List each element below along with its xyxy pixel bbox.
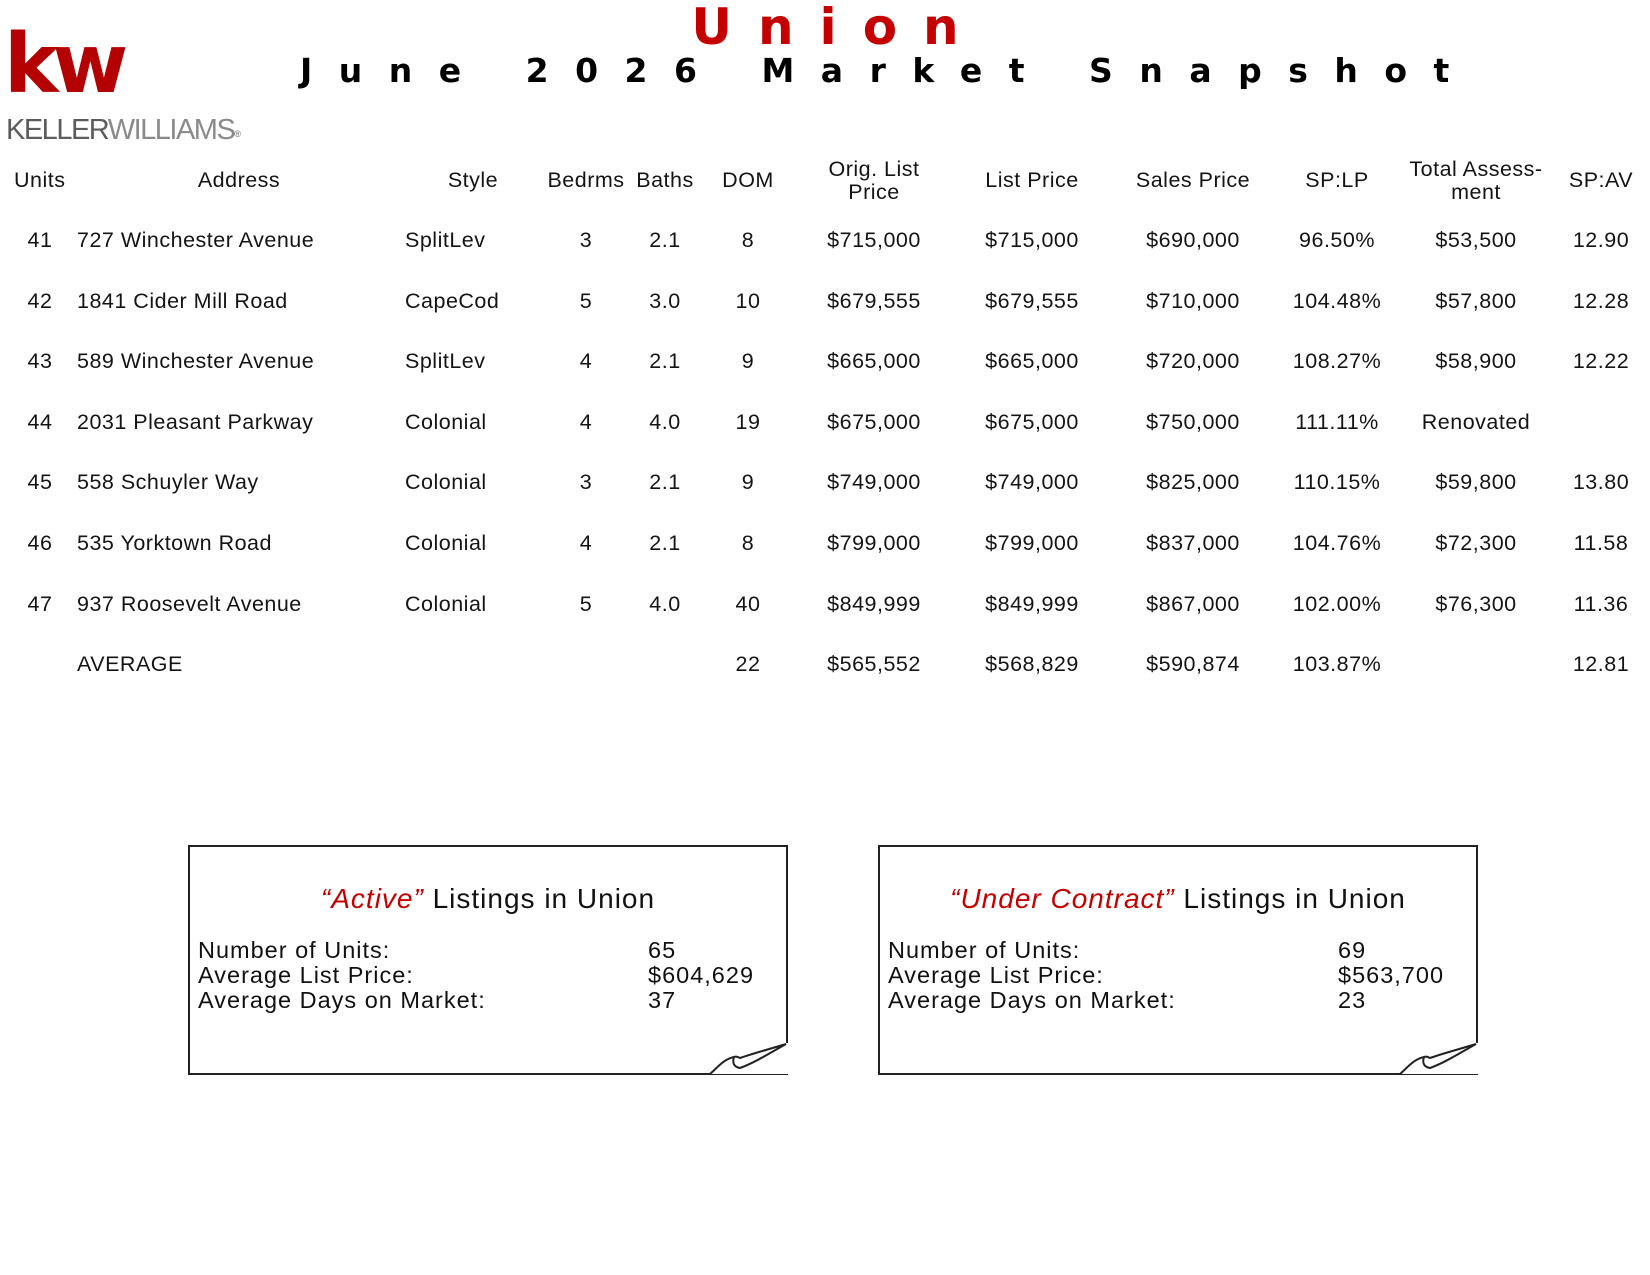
- cell-units: 44: [27, 410, 53, 434]
- cell-orig: $675,000: [827, 410, 921, 434]
- cell-spav: 13.80: [1572, 470, 1630, 494]
- col-header-orig-list-price: Orig. List Price: [828, 157, 920, 204]
- cell-orig: $749,000: [827, 470, 921, 494]
- cell-style: SplitLev: [405, 349, 486, 373]
- cell-splp: 108.27%: [1292, 349, 1382, 373]
- cell-list: $799,000: [985, 531, 1079, 555]
- cell-address: 937 Roosevelt Avenue: [77, 592, 302, 616]
- cell-spav: 12.90: [1572, 228, 1630, 252]
- cell-units: 41: [27, 228, 53, 252]
- cell-baths: 4.0: [649, 592, 681, 616]
- cell-dom: 8: [741, 531, 755, 555]
- active-title-rest: Listings in Union: [423, 883, 656, 914]
- cell-splp: 111.11%: [1295, 410, 1379, 434]
- cell-spav: 11.36: [1573, 592, 1629, 616]
- col-header-list-price: List Price: [985, 168, 1079, 192]
- stat-label: Number of Units:: [198, 937, 391, 963]
- average-list: $568,829: [985, 652, 1079, 676]
- logo-name-bold: KELLER: [6, 114, 108, 146]
- cell-bedrms: 5: [579, 289, 593, 313]
- logo-name: [6, 116, 241, 145]
- cell-units: 47: [27, 592, 53, 616]
- col-header-baths: Baths: [636, 168, 694, 192]
- col-header-dom: DOM: [722, 168, 774, 192]
- col-header-sp-av: SP:AV: [1568, 168, 1634, 192]
- cell-splp: 104.76%: [1292, 531, 1382, 555]
- cell-splp: 104.48%: [1292, 289, 1382, 313]
- col-header-sales-price: Sales Price: [1135, 168, 1251, 192]
- cell-splp: 102.00%: [1292, 592, 1382, 616]
- cell-sales: $710,000: [1146, 289, 1240, 313]
- cell-bedrms: 4: [579, 531, 593, 555]
- cell-assess: $76,300: [1435, 592, 1517, 616]
- cell-orig: $799,000: [827, 531, 921, 555]
- logo-mark: kw: [4, 17, 123, 112]
- cell-list: $849,999: [985, 592, 1079, 616]
- cell-list: $749,000: [985, 470, 1079, 494]
- cell-sales: $720,000: [1146, 349, 1240, 373]
- average-label: AVERAGE: [77, 652, 183, 676]
- cell-style: Colonial: [405, 531, 487, 555]
- cell-spav: 11.58: [1573, 531, 1629, 555]
- cell-units: 45: [27, 470, 53, 494]
- cell-bedrms: 4: [579, 410, 593, 434]
- cell-address: 727 Winchester Avenue: [77, 228, 315, 252]
- cell-baths: 4.0: [649, 410, 681, 434]
- cell-style: SplitLev: [405, 228, 486, 252]
- cell-splp: 96.50%: [1299, 228, 1375, 252]
- cell-style: CapeCod: [405, 289, 500, 313]
- cell-assess: $57,800: [1435, 289, 1517, 313]
- cell-orig: $679,555: [827, 289, 921, 313]
- stat-label: Average Days on Market:: [888, 987, 1176, 1013]
- page-title: Union: [691, 0, 985, 56]
- logo-name-light: WILLIAMS: [107, 114, 235, 146]
- under-contract-listings-title: [880, 885, 1476, 913]
- col-header-units: Units: [14, 168, 66, 192]
- cell-bedrms: 5: [579, 592, 593, 616]
- cell-bedrms: 3: [579, 470, 593, 494]
- cell-dom: 9: [741, 470, 755, 494]
- cell-sales: $690,000: [1146, 228, 1240, 252]
- cell-dom: 9: [741, 349, 755, 373]
- cell-units: 43: [27, 349, 53, 373]
- under-contract-listings-card: [878, 845, 1478, 1075]
- cell-spav: 12.28: [1572, 289, 1630, 313]
- active-listings-title: [190, 885, 786, 913]
- cell-assess: $59,800: [1435, 470, 1517, 494]
- cell-assess: Renovated: [1421, 410, 1531, 434]
- average-splp: 103.87%: [1292, 652, 1382, 676]
- cell-sales: $750,000: [1146, 410, 1240, 434]
- cell-spav: 12.22: [1572, 349, 1630, 373]
- cell-baths: 2.1: [649, 349, 681, 373]
- cell-splp: 110.15%: [1293, 470, 1381, 494]
- stat-label: Average Days on Market:: [198, 987, 486, 1013]
- col-header-style: Style: [447, 168, 499, 192]
- cell-bedrms: 3: [579, 228, 593, 252]
- cell-dom: 19: [735, 410, 761, 434]
- average-sales: $590,874: [1146, 652, 1240, 676]
- cell-bedrms: 4: [579, 349, 593, 373]
- cell-dom: 10: [735, 289, 761, 313]
- cell-dom: 40: [735, 592, 761, 616]
- cell-assess: $53,500: [1435, 228, 1517, 252]
- cell-dom: 8: [741, 228, 755, 252]
- cell-orig: $665,000: [827, 349, 921, 373]
- cell-style: Colonial: [405, 592, 487, 616]
- active-listings-card: [188, 845, 788, 1075]
- cell-list: $679,555: [985, 289, 1079, 313]
- stat-value: $604,629: [648, 962, 755, 988]
- cell-address: 535 Yorktown Road: [77, 531, 272, 555]
- under-contract-title-rest: Listings in Union: [1174, 883, 1406, 914]
- cell-style: Colonial: [405, 410, 487, 434]
- cell-baths: 2.1: [649, 470, 681, 494]
- cell-baths: 3.0: [649, 289, 681, 313]
- col-header-total-assessment: Total Assess-ment: [1409, 157, 1543, 204]
- cell-address: 1841 Cider Mill Road: [77, 289, 288, 313]
- stat-label: Average List Price:: [888, 962, 1104, 988]
- keller-williams-logo: [4, 17, 244, 146]
- cell-assess: $58,900: [1435, 349, 1517, 373]
- cell-list: $715,000: [985, 228, 1079, 252]
- stat-label: Number of Units:: [888, 937, 1081, 963]
- active-title-emphasis: “Active”: [320, 883, 424, 914]
- stat-label: Average List Price:: [198, 962, 414, 988]
- page-curl-icon: [708, 1043, 788, 1075]
- cell-sales: $837,000: [1146, 531, 1240, 555]
- page-subtitle: June 2026 Market Snapshot: [300, 51, 1476, 90]
- cell-address: 589 Winchester Avenue: [77, 349, 315, 373]
- cell-address: 558 Schuyler Way: [77, 470, 259, 494]
- cell-style: Colonial: [405, 470, 487, 494]
- col-header-bedrms: Bedrms: [547, 168, 625, 192]
- cell-sales: $825,000: [1146, 470, 1240, 494]
- average-dom: 22: [735, 652, 761, 676]
- stat-value: 23: [1338, 987, 1367, 1013]
- cell-list: $675,000: [985, 410, 1079, 434]
- col-header-address: Address: [197, 168, 281, 192]
- average-orig: $565,552: [827, 652, 921, 676]
- cell-list: $665,000: [985, 349, 1079, 373]
- stat-value: 65: [648, 937, 677, 963]
- cell-address: 2031 Pleasant Parkway: [77, 410, 314, 434]
- logo-registered-mark: ®: [234, 129, 241, 139]
- page-curl-icon: [1398, 1043, 1478, 1075]
- cell-sales: $867,000: [1146, 592, 1240, 616]
- under-contract-title-emphasis: “Under Contract”: [950, 883, 1175, 914]
- cell-orig: $715,000: [827, 228, 921, 252]
- cell-baths: 2.1: [649, 531, 681, 555]
- cell-orig: $849,999: [827, 592, 921, 616]
- cell-assess: $72,300: [1435, 531, 1517, 555]
- cell-baths: 2.1: [649, 228, 681, 252]
- stat-value: 37: [648, 987, 677, 1013]
- stat-value: 69: [1338, 937, 1367, 963]
- col-header-sp-lp: SP:LP: [1305, 168, 1369, 192]
- stat-value: $563,700: [1338, 962, 1445, 988]
- average-spav: 12.81: [1572, 652, 1630, 676]
- cell-units: 42: [27, 289, 53, 313]
- cell-units: 46: [27, 531, 53, 555]
